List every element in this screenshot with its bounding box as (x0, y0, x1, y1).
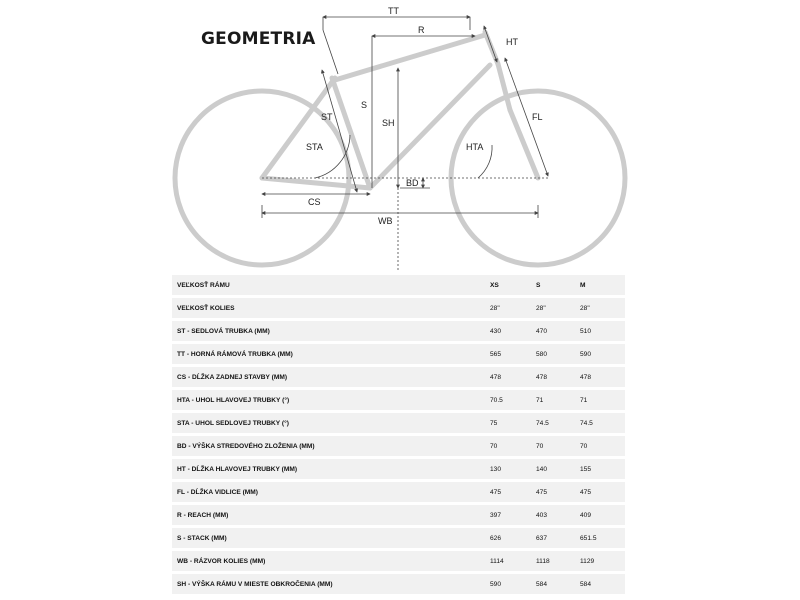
cell-xs: 626 (490, 528, 536, 548)
table-row (172, 528, 625, 548)
cell-s: 28" (536, 298, 580, 318)
label-ht: HT (506, 37, 518, 47)
header-size-xs: XS (490, 275, 536, 295)
row-label: SH - VÝŠKA RÁMU V MIESTE OBKROČENIA (MM) (172, 574, 490, 594)
row-label: WB - RÁZVOR KOLIES (MM) (172, 551, 490, 571)
bike-frame (262, 32, 538, 188)
page-title: GEOMETRIA (201, 29, 316, 49)
table-row (172, 344, 625, 364)
table-row (172, 574, 625, 594)
label-sta: STA (306, 142, 323, 152)
label-sh: SH (382, 118, 395, 128)
row-label: STA - UHOL SEDLOVEJ TRUBKY (°) (172, 413, 490, 433)
table-row (172, 551, 625, 571)
table-row (172, 367, 625, 387)
cell-s: 403 (536, 505, 580, 525)
label-tt: TT (388, 6, 399, 16)
cell-s: 71 (536, 390, 580, 410)
cell-xs: 28" (490, 298, 536, 318)
cell-s: 470 (536, 321, 580, 341)
cell-m: 475 (580, 482, 625, 502)
header-frame-size: VEĽKOSŤ RÁMU (172, 275, 490, 295)
cell-xs: 70.5 (490, 390, 536, 410)
cell-m: 28" (580, 298, 625, 318)
cell-xs: 397 (490, 505, 536, 525)
table-row (172, 298, 625, 318)
label-hta: HTA (466, 142, 484, 152)
cell-s: 478 (536, 367, 580, 387)
cell-s: 1118 (536, 551, 580, 571)
label-s: S (361, 100, 368, 110)
row-label: ST - SEDLOVÁ TRUBKA (MM) (172, 321, 490, 341)
cell-xs: 475 (490, 482, 536, 502)
label-r: R (418, 25, 425, 35)
cell-m: 510 (580, 321, 625, 341)
cell-s: 475 (536, 482, 580, 502)
cell-m: 70 (580, 436, 625, 456)
bike-geometry-diagram (0, 0, 800, 275)
cell-xs: 478 (490, 367, 536, 387)
cell-xs: 70 (490, 436, 536, 456)
label-st: ST (321, 112, 333, 122)
cell-s: 580 (536, 344, 580, 364)
dimension-labels (306, 6, 543, 226)
row-label: HTA - UHOL HLAVOVEJ TRUBKY (°) (172, 390, 490, 410)
cell-m: 1129 (580, 551, 625, 571)
label-fl: FL (532, 112, 543, 122)
row-label: TT - HORNÁ RÁMOVÁ TRUBKA (MM) (172, 344, 490, 364)
row-label: BD - VÝŠKA STREDOVÉHO ZLOŽENIA (MM) (172, 436, 490, 456)
table-row (172, 505, 625, 525)
cell-m: 409 (580, 505, 625, 525)
cell-xs: 430 (490, 321, 536, 341)
cell-s: 70 (536, 436, 580, 456)
header-size-s: S (536, 275, 580, 295)
label-cs: CS (308, 197, 321, 207)
cell-xs: 75 (490, 413, 536, 433)
label-bd: BD (406, 178, 419, 188)
cell-xs: 130 (490, 459, 536, 479)
cell-xs: 1114 (490, 551, 536, 571)
cell-m: 651.5 (580, 528, 625, 548)
row-label: FL - DĹŽKA VIDLICE (MM) (172, 482, 490, 502)
table-row (172, 413, 625, 433)
cell-xs: 565 (490, 344, 536, 364)
header-size-m: M (580, 275, 625, 295)
cell-s: 140 (536, 459, 580, 479)
cell-m: 584 (580, 574, 625, 594)
table-row (172, 459, 625, 479)
cell-m: 478 (580, 367, 625, 387)
row-label: HT - DĹŽKA HLAVOVEJ TRUBKY (MM) (172, 459, 490, 479)
row-label: VEĽKOSŤ KOLIES (172, 298, 490, 318)
table-row (172, 482, 625, 502)
cell-m: 155 (580, 459, 625, 479)
table-header-row (172, 275, 625, 295)
row-label: R - REACH (MM) (172, 505, 490, 525)
table-row (172, 390, 625, 410)
table-row (172, 321, 625, 341)
cell-m: 71 (580, 390, 625, 410)
dimension-lines (262, 17, 548, 270)
cell-m: 74.5 (580, 413, 625, 433)
table-row (172, 436, 625, 456)
label-wb: WB (378, 216, 393, 226)
geometry-table (172, 272, 625, 597)
cell-s: 74.5 (536, 413, 580, 433)
row-label: S - STACK (MM) (172, 528, 490, 548)
cell-m: 590 (580, 344, 625, 364)
cell-s: 637 (536, 528, 580, 548)
cell-xs: 590 (490, 574, 536, 594)
row-label: CS - DĹŽKA ZADNEJ STAVBY (MM) (172, 367, 490, 387)
cell-s: 584 (536, 574, 580, 594)
